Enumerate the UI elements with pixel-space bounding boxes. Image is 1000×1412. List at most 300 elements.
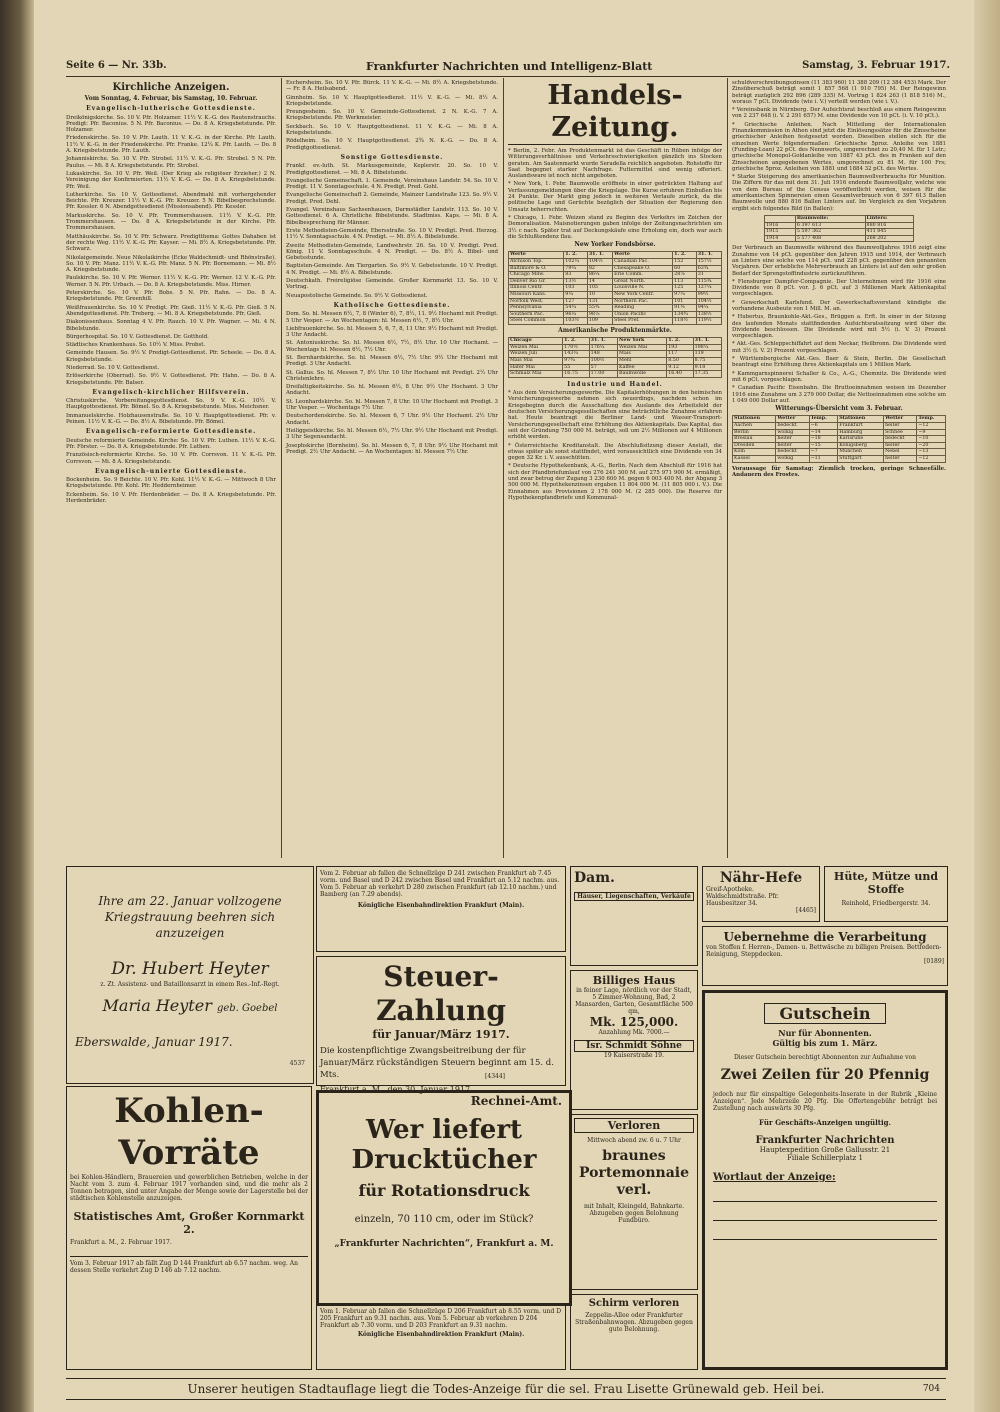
verarb-text: von Stoffen f. Herren-, Damen- u. Bettwäsche zu billigen Preisen. Bettfedern-Reinigung, Steppdecken. (706, 944, 942, 958)
table-cell: Baumwolle (618, 371, 667, 378)
huete-text: Reinhold, Friedbergerstr. 34. (841, 900, 931, 907)
table-cell: 55¾ (587, 305, 612, 312)
table-cell: Southern Pac. (509, 311, 564, 318)
list-entry: Rödelheim. So. 10 V. Hauptgottesdienst. 2¾ N. K.-G. — Do. 8 A. Predigtgottesdienst. (286, 138, 498, 151)
table-cell: −18 (809, 436, 838, 443)
section-industry: Industrie und Handel. (567, 380, 663, 388)
table-header-cell: 31. 1. (696, 252, 721, 259)
list-entry: Zweite Methodisten-Gemeinde, Landwehrstr. 26. So. 10 V. Predigt. Pred. König. 11 V. Sonntagsschule. 4 N. Predigt. — Do. 8½ A. Bibel- und Gebetsstunde. (286, 242, 498, 262)
druck-title: Wer liefert Drucktücher (351, 1115, 537, 1175)
list-entry: Paulskirche. So. 10 V. Pfr. Werner. 11½ V. K.-G. Pfr. Werner. 12 V. K.-G. Pfr. Werner. 5 N. Pfr. Urbach. — Do. 8 A. Kriegsbetstunde. Miss. Hirner. (66, 275, 276, 288)
table-cell: 127¼ (696, 285, 721, 292)
table-cell: Mais (618, 351, 667, 358)
table-cell: 138½ (696, 311, 721, 318)
wedding-text: Ihre am 22. Januar vollzogene Kriegstrauung beehren sich anzuzeigen (98, 894, 282, 940)
table-cell: 109 (587, 318, 612, 325)
druck-sig: „Frankfurter Nachrichten“, Frankfurt a. M. (334, 1239, 554, 1249)
table-cell: Baltimore & O. (509, 265, 564, 272)
table-cell: 99½ (696, 292, 721, 299)
verloren-text: Mittwoch abend zw. 6 u. 7 Uhr (587, 1137, 681, 1144)
table-cell: 131 (587, 298, 612, 305)
table-cell: Weizen Mai (618, 344, 667, 351)
kohlen-text: bei Kohlen-Händlern, Brauereien und gewerblichen Betrieben, welche in der Nacht vom 3. zum 4. Februar 1917 vorhanden sind, und die mehr als 2 Tonnen betragen, sind unter Angabe der Menge sowie der Lagerstelle bei der städtischen Kohlenstelle anzuzeigen. (70, 1174, 308, 1202)
table-cell: 97¼ (673, 292, 697, 299)
table-cell: Schmalz Mai (509, 371, 563, 378)
table-cell: Hafer Mai (509, 364, 563, 371)
header-page-number: Seite 6 — Nr. 33b. (66, 60, 167, 71)
list-entry: Diakonissenhaus. Sonntag 4 V. Pfr. Rauch. 10 V. Pfr. Wagner. — Mi. 4 N. Bibelstunde. (66, 319, 276, 332)
table-cell: 57 (589, 364, 617, 371)
table-row (509, 371, 722, 378)
wedding-groom: Dr. Hubert Heyter (111, 959, 269, 979)
wedding-place: Eberswalde, Januar 1917. (75, 1035, 233, 1049)
table-cell: 411 845 (865, 229, 913, 236)
handels-column (508, 80, 722, 860)
hefe-title: Nähr-Hefe (719, 870, 803, 886)
verloren-title: Verloren (574, 1118, 694, 1133)
column-rule (503, 78, 504, 858)
entries-lutheran (66, 115, 276, 386)
table-cell: Köln (733, 449, 776, 456)
table-cell: 14 (587, 278, 612, 285)
page-edge (974, 0, 1000, 1412)
table-cell: 55 (563, 364, 589, 371)
steuer-sub: für Januar/März 1917. (372, 1028, 510, 1041)
table-cell: Atchison Top. (509, 259, 564, 266)
table-cell: 104½ (696, 298, 721, 305)
table-row (509, 305, 722, 312)
table-row (509, 364, 722, 371)
header-date: Samstag, 3. Februar 1917. (802, 60, 950, 71)
news-canadian: * Canadian Pacific Eisenbahn. Die Bruttoeinnahmen weisen im Dezember 1916 eine Zunahme um 3 279 000 Dollar, die Nettoeinnahmen eine solche um 1 049 000 Dollar auf. (732, 385, 946, 404)
schirm-ad (570, 1294, 698, 1370)
table-cell: 103 (564, 285, 588, 292)
section-united: Evangelisch-unierte Gottesdienste. (95, 467, 247, 475)
kohlen-date: Frankfurt a. M., 2. Februar 1917. (70, 1239, 172, 1246)
gutschein-addr2: Filiale Schillerplatz 1 (787, 1154, 863, 1162)
table-header-cell: 1. 2. (673, 252, 697, 259)
list-entry: Bockenheim. So. 9 Beichte. 10 V. Pfr. Kohl. 11½ V. K.-G. — Mittwoch 8 Uhr Kriegsbetstunde. Pfr. Kohl. Pfr. Heddernheimer. (66, 477, 276, 490)
book-binding (0, 0, 34, 1412)
table-cell: Norfolk West. (509, 298, 564, 305)
table-cell: 9¼ (564, 292, 588, 299)
list-entry: Ginnheim. So. 10 V. Hauptgottesdienst. 11½ V. K.-G. — Mi. 8½ A. Kriegsbetstunde. (286, 94, 498, 107)
produce-title: Amerikanische Produktenmärkte. (558, 326, 672, 334)
steuer-text: Die kostenpflichtige Zwangsbeitreibung der für Januar/März rückständigen Steuern beginnt am 15. d. Mts. (320, 1046, 554, 1080)
table-cell: 170½ (563, 344, 589, 351)
page-header (66, 58, 950, 77)
produce-table (508, 337, 722, 378)
table-cell: −20 (917, 442, 946, 449)
list-entry: Nikolaigemeinde. Neue Nikolaikirche (Ecke Waldschmidt- und Rhönstraße). So. 10 V. Pfr. Manz. 11½ V. K.-G. Pfr. Manz. 5 N. Pfr. Bornemann. — Mi. 8½ A. Kriegsbetstunde. (66, 254, 276, 274)
table-header-cell: Wetter (776, 416, 809, 423)
verarb-title: Uebernehme die Verarbeitung (723, 930, 927, 944)
table-row (509, 272, 722, 279)
table-header-cell: Linters: (865, 215, 913, 222)
rail-1-text: Vom 2. Februar ab fallen die Schnellzüge D 241 zwischen Frankfurt ab 7.45 vorm. und Basel und D 242 zwischen Basel und Frankfurt an 5.12 nachm. aus. Vom 5. Februar ab verkehrt D 280 zwischen Frankfurt (ab 12.10 nachm.) und Bamberg (an 7.29 abends). (320, 870, 560, 898)
hefe-text: Greif-Apotheke. Waldschmidtstraße. Pfr. Hausbesitzer 34. (706, 886, 779, 907)
list-entry: Erste Methodisten-Gemeinde, Ebersstraße. So. 10 V. Predigt. Pred. Herzog. 11½ V. Sonntagsschule. 4 N. Predigt. — Mi. 8½ A. Bibelstunde. (286, 227, 498, 241)
table-cell: Union Pacific (613, 311, 673, 318)
table-header-cell: New York (618, 338, 667, 345)
gutschein-coupon[interactable] (702, 990, 948, 1370)
gutschein-line-2[interactable] (713, 1202, 937, 1221)
news-greek-loans: * Griechische Anleihen. Nach Mitteilung der Internationalen Finanzkommission in Athen sind jetzt die Einlösungssätze für die Zinsscheine griechischer Anleihen festgesetzt worden. Dieselben stellen sich für die einzelnen Werte folgendermaßen: Griechische 5proz. Anleihe von 1881 (Funding-Loan) 22 pCt. des Nennwerts, umgerechnet zu 20,40 M. für 1 Lstr.; griechische Monopol-Goldanleihe von 1887 43 pCt. des in Franken auf den Zinsscheinen angegebenen Wertes, umgerechnet zu 81 M. für 100 Frs; griechische 5proz. Anleihen von 1881 und 1884 32 pCt. des Wertes. (732, 121, 946, 172)
gutschein-note: jedoch nur für einspaltige Gelegenheits-Inserate in der Rubrik „Kleine Anzeigen“. Jede Mehrzeile 20 Pfg. Die Offertengebühr beträgt bei Zustellung nach auswärts 30 Pfg. (713, 1091, 937, 1112)
table-cell: Reading (613, 305, 673, 312)
table-cell: bedeckt (776, 449, 809, 456)
table-cell: 28⅞ (673, 272, 697, 279)
table-cell: 193 (667, 344, 693, 351)
list-entry: Liebfrauenkirche. So. hl. Messen 5, 6, 7, 8, 11 Uhr. 9½ Hochamt mit Predigt. 3 Uhr Andacht. (286, 325, 498, 339)
kohlen-office: Statistisches Amt, Großer Kornmarkt 2. (73, 1210, 305, 1236)
table-row (509, 292, 722, 299)
table-cell: 83 (564, 272, 588, 279)
schirm-title: Schirm verloren (588, 1298, 680, 1309)
huete-ad (824, 866, 948, 922)
table-cell: Northern Pac. (613, 298, 673, 305)
list-entry: Bürgerhospital. So. 10 V. Gottesdienst. Dr. Gotthold. (66, 333, 209, 340)
table-row (509, 351, 722, 358)
gutschein-form-label: Wortlaut der Anzeige: (713, 1172, 836, 1183)
dam-title: Dam. (574, 870, 615, 886)
news-karlsfund: * Gewerkschaft Karlsfund. Der Gewerkschaftsvorstand kündigte die vorhandene Ausbeute von 1 Mill. M. an. (732, 299, 946, 312)
rail-2-sig: Königliche Eisenbahndirektion Frankfurt (Main). (357, 1331, 525, 1338)
verarbeitung-ad (702, 926, 948, 986)
table-cell: Weizen Mai (509, 344, 563, 351)
table-cell: Mehl (618, 358, 667, 365)
table-cell: 119½ (696, 318, 721, 325)
section-catholic: Katholische Gottesdienste. (333, 301, 451, 309)
gutschein-sub: Nur für Abonnenten. (778, 1028, 872, 1038)
list-entry: Christuskirche. Vorbereitungsgottesdienst. So. 9 V. K.-G. 10½ V. Hauptgottesdienst. Pfr. Bömel. So. 8 A. Kriegsbetstunde. Miss. Meichsner. (66, 398, 276, 411)
table-cell: 86¼ (587, 272, 612, 279)
footer-text: Unserer heutigen Stadtauflage liegt die Todes-Anzeige für die sel. Frau Lisette Grünewald geb. Heil bei. (187, 1382, 825, 1396)
list-entry: Dom. So. hl. Messen 6½, 7, 8 (Winter 6), 7, 8½, 11. 9½ Hochamt mit Predigt. 5 Uhr Vesper. — An Wochentagen: hl. Messen 6½, 7, 8½ Uhr. (286, 311, 498, 324)
handels-newyork: * New York, 1. Febr. Baumwolle eröffnete in einer gedrückten Haltung auf Verfassungsmeldungen über die Kriegslage. Die Kurse erfuhren Einbußen bis 24 Punkte. Der Markt ging jedoch in weiteren Verlaufe zurück, da die politische Lage und Gerüchte bezüglich der Situation der Regierung den Umsatz beherrschten. (508, 181, 722, 213)
column-rule (281, 78, 282, 858)
table-cell: 82 (587, 265, 612, 272)
table-header-cell: 1. 2. (563, 338, 589, 345)
table-header-cell: Werte (509, 252, 564, 259)
table-cell: 5 597 362 (795, 229, 865, 236)
list-entry: Niederrad. So. 10 V. Gottesdienst. (66, 364, 160, 371)
haus-agent: Isr. Schmidt Söhne (574, 1040, 694, 1052)
wedding-bride: Maria Heyter (102, 996, 212, 1015)
table-cell: Mais Mai (509, 358, 563, 365)
entries-suburbs (286, 80, 498, 151)
table-cell: 94¼ (696, 305, 721, 312)
table-cell: −6 (809, 423, 838, 430)
huete-title: Hüte, Mütze und Stoffe (833, 870, 939, 896)
steuer-ref: [4344] (485, 1073, 505, 1080)
list-entry: Evangelische Gemeinschaft 2. Gemeinde, Mainzer Landstraße 123. So. 9½ V. Predigt. Pred. Dehl. (286, 192, 498, 205)
table-cell: heiter (884, 456, 917, 463)
gutschein-note2: Für Geschäfts-Anzeigen ungültig. (759, 1118, 891, 1127)
list-entry: Lutherkirche. So. 10 V. Gottesdienst. Abendmahl mit vorhergehender Beichte. Pfr. Kreuzer. 11½ V. K.-G. Pfr. Kreuzer. 5 N. Bibelbesprechstunde. Pfr. Kessler. 6 N. Abendgottesdienst (Missionsabend). Pfr. Kessler. (66, 191, 276, 211)
table-cell: 63¾ (696, 265, 721, 272)
table-cell: Breslau (733, 436, 776, 443)
list-entry: Evangelische Gemeinschaft. 1. Gemeinde, Vereinshaus Landstr. 54. So. 10 V. Predigt. 11 V. Sonntagsschule. 4 N. Predigt. Pred. Gohl. (286, 177, 498, 191)
table-cell: 127 (564, 298, 588, 305)
list-entry: Gemeinde Hausen. So. 9½ V. Predigt-Gottesdienst. Pfr. Scheele. — Do. 8 A. Kriegsbetstunde. (66, 350, 276, 363)
table-row (733, 423, 946, 430)
table-cell: 113 (673, 278, 697, 285)
verloren-detail: mit Inhalt, Kleingeld, Bahnkarte. Abzugeben gegen Belohnung Fundbüro. (583, 1203, 685, 1224)
table-cell: Missouri Kans. (509, 292, 564, 299)
table-header-cell: 1. 2. (667, 338, 693, 345)
nyse-table (508, 251, 722, 325)
table-cell: 198¼ (693, 344, 721, 351)
list-entry: Weißfrauenkirche. So. 10 V. Predigt. Pfr. Gieß. 11½ V. K.-G. Pfr. Gieß. 5 N. Abendgottesdienst. Pfr. Treberg. — Mi. 8 A. Kriegsbetstunde. Pfr. Gieß. (66, 304, 276, 317)
entries-catholic (286, 311, 498, 455)
list-entry: Evangel. Vereinshaus Sachsenhausen, Darmstädter Landstr. 113. So. 10 V. Gottesdienst. 6 A. Christliche Bibelstunde. Stadtmiss. Kaps. — Mi. 8 A. Bibelbesprechung für Männer. (286, 207, 498, 226)
table-cell: 176¼ (589, 344, 617, 351)
table-cell: −14 (809, 429, 838, 436)
news-vereinsbank: * Vereinsbank in Nürnberg. Der Aufsichtsrat beschloß aus einem Reingewinn von 2 237 648 (i. V. 2 291 657) M. eine Dividende von 10 pCt. (i. V. 10 pCt.). (732, 107, 946, 120)
table-cell: 16.40 (667, 371, 693, 378)
entries-united (66, 477, 276, 504)
list-entry: Markuskirche. So. 10 V. Pfr. Trommershausen. 11½ V. K.-G. Pfr. Trommershausen. — Do. 8 A. Kriegsbetstunde in der Kirche. Pfr. Trommershausen. (66, 212, 276, 232)
industry-kreditanstalt: * Österreichische Kreditanstalt. Die Abschlußsitzung dieser Anstalt, die etwas später als sonst stattfindet, wird voraussichtlich eine Dividende von 34 gegen 32 Kr. i. V. ausschütten. (508, 442, 722, 462)
table-cell: Frankfurt (838, 423, 884, 430)
list-entry: St. Bernhardskirche. So. hl. Messen 6½, 7½ Uhr. 9½ Uhr Hochamt mit Predigt. 3 Uhr Andacht. (286, 354, 498, 368)
table-row (509, 311, 722, 318)
table-cell: 60 (673, 265, 697, 272)
table-cell: 31 (696, 272, 721, 279)
table-row (733, 436, 946, 443)
druck-sub: für Rotationsdruck (358, 1181, 530, 1200)
table-cell: 9.12 (667, 364, 693, 371)
list-entry: Lukaskirche. So. 10 V. Pfr. Weil. (Der Krieg als religiöser Erzieher.) 2 N. Vereinigung der Konfirmierten. 11½ V. K.-G. — Do. 8 A. Kriegsbetstunde. Pfr. Weil. (66, 170, 276, 190)
table-cell: Weizen Juli (509, 351, 563, 358)
nyse-title: New Yorker Fondsbörse. (574, 241, 656, 249)
table-cell: Berlin (733, 429, 776, 436)
immobilien-ad (570, 866, 698, 966)
table-cell: Denver Rio Gr. (509, 278, 564, 285)
list-entry: Dreifaltigkeitskirche. So. hl. Messen 6½, 8 Uhr. 9½ Uhr Hochamt. 3 Uhr Andacht. (286, 384, 498, 397)
handels-berlin: * Berlin, 2. Febr. Am Produktenmarkt ist das Geschäft in Rüben infolge der Witterungsverhältnisse und Verkehrsschwierigkeiten gänzlich ins Stocken geraten. Am Saatenmarkt wurde Seradella reichlich angeboten. Rohstoffe für Saat begegnet starker Nachfrage. Futtermittel sind wenig offeriert. Auslandsware ist noch nicht angeboten. (508, 148, 722, 180)
table-cell: 125 (673, 285, 697, 292)
table-cell: Erie Comm. (613, 272, 673, 279)
news-hypothek-cont: schuldverschreibungszinsen (11 383 960) 11 388 209 (12 384 453) Mark. Der Zinsüberschuß beträgt somit 1 857 568 (1 910 795) M. Der Reingewinn beträgt zuzüglich 292 896 (289 335) M. Vortrag 1 824 263 (1 818 516) M., woraus 7 pCt. Dividende (wie i. V.) verteilt werden (wie i. V.). (732, 80, 946, 105)
table-row (509, 358, 722, 365)
header-masthead: Frankfurter Nachrichten und Intelligenz-Blatt (366, 60, 653, 73)
steuer-date: Frankfurt a. M., den 30. Januar 1917. (320, 1085, 473, 1094)
table-cell: 1915 (765, 229, 796, 236)
list-entry: Eschersheim. So. 10 V. Pfr. Bürck. 11 V. K.-G. — Mi. 8½ A. Kriegsbetstunde. — Fr. 8 A. Heilsabend. (286, 80, 498, 93)
table-cell: 8.75 (693, 358, 721, 365)
table-row (509, 344, 722, 351)
table-cell: 10 (587, 292, 612, 299)
handels-title: Handels-Zeitung. (508, 80, 722, 145)
table-cell: 157½ (696, 259, 721, 266)
table-header-cell: 31. 1. (587, 252, 612, 259)
table-row (733, 456, 946, 463)
entries-reformed (66, 438, 276, 465)
table-row (733, 449, 946, 456)
table-cell: 16.75 (563, 371, 589, 378)
table-cell: Chesapeake O. (613, 265, 673, 272)
table-cell: heiter (776, 436, 809, 443)
table-cell: 101 (673, 298, 697, 305)
wedding-ref: 4537 (289, 1060, 305, 1067)
handels-chicago: * Chicago, 1. Febr. Weizen stand zu Beginn des Verkehrs im Zeichen der Demoralisation. Maisnotierungen gaben infolge der Zeitungsnachrichten um 3½ c nach. Später trat auf Deckungskäufe eine Erholung ein, doch war auch die Schlußtendenz flau. (508, 214, 722, 240)
table-row (733, 442, 946, 449)
table-cell: heiter (884, 423, 917, 430)
table-cell: 103½ (564, 318, 588, 325)
table-row (509, 259, 722, 266)
table-cell: München (838, 449, 884, 456)
table-cell: −15 (809, 442, 838, 449)
list-entry: St. Leonhardskirche. So. hl. Messen 7, 8 Uhr. 10 Uhr Hochamt mit Predigt. 3 Uhr Vesper. — Wochentags 7½ Uhr. (286, 398, 498, 412)
table-cell: Canadian Pac. (613, 259, 673, 266)
table-cell: 104½ (587, 259, 612, 266)
list-entry: Deutschordenskirche. So. hl. Messen 6, 7 Uhr. 9½ Uhr Hochamt. 2½ Uhr Andacht. (286, 413, 498, 426)
table-cell: Steel Pref. (613, 318, 673, 325)
kohlen-ad (66, 1086, 312, 1370)
list-entry: St. Gallus. So. hl. Messen 7, 8½ Uhr. 10 Uhr Hochamt mit Predigt. 2½ Uhr Christenlehre. (286, 369, 498, 382)
table-header-row (509, 252, 722, 259)
table-cell: bedeckt (884, 436, 917, 443)
table-cell: 96¼ (564, 311, 588, 318)
table-cell: heiter (776, 442, 809, 449)
table-row (509, 285, 722, 292)
table-header-cell: Temp. (809, 416, 838, 423)
rail-2-text: Vom 1. Februar ab fallen die Schnellzüge D 206 Frankfurt ab 8.55 vorm. und D 205 Frankfurt an 9.31 nachm. aus. Vom 5. Februar ab verkehren D 204 Frankfurt ab 7.30 vorm. und D 203 Frankfurt an 9.31 nachm. (320, 1308, 562, 1329)
section-other: Sonstige Gottesdienste. (340, 153, 444, 161)
church-title: Kirchliche Anzeigen. (112, 82, 230, 93)
table-cell: heiter (884, 442, 917, 449)
schirm-text: Zeppelin-Allee oder Frankfurter Straßenbahnwagen. Abzugeben gegen gute Belohnung. (575, 1312, 693, 1333)
list-entry: Immanuelskirche. Holzhausenstraße. So. 10 V. Hauptgottesdienst. Pfr. v. Peinen. 11½ V. K.-G. — Do. 8½ A. Bibelstunde. Pfr. Bömel. (66, 412, 276, 426)
news-baer-stein: * Württembergische Akt.-Ges. Baer & Stein, Berlin. Die Gesellschaft beantragt eine Erhöhung ihres Aktienkapitals um 1 Million Mark. (732, 356, 946, 369)
table-row (509, 318, 722, 325)
list-entry: Eckenheim. So. 10 V. Pfr. Herdenbräder. — Do. 8 A. Kriegsbetstunde. Pfr. Herdenbräder. (66, 491, 276, 505)
table-header-cell (765, 215, 796, 222)
table-cell: Pennsylvania (509, 305, 564, 312)
steuer-ad (316, 956, 566, 1108)
haus-text: in feiner Lage, nördlich vor der Stadt, 5 Zimmer-Wohnung, Bad, 2 Mansarden, Garten, Gesamtfläche 500 qm, (575, 987, 693, 1015)
table-cell: 6 397 613 (795, 222, 865, 229)
table-cell: wolkig (776, 456, 809, 463)
list-entry: Deutsche reformierte Gemeinde. Kirche: So. 10 V. Pfr. Luthen. 11½ V. K.-G. Pfr. Förster. — Do. 8 A. Kriegsbetstunde. Pfr. Luthen. (66, 437, 276, 450)
table-cell: Kaffee (618, 364, 667, 371)
column-rule (727, 78, 728, 858)
rail-ad-1 (316, 866, 566, 952)
table-cell: 118½ (673, 318, 697, 325)
table-cell: Hamburg (838, 429, 884, 436)
table-header-cell: Baumwolle: (795, 215, 865, 222)
table-header-row (733, 416, 946, 423)
table-cell: Louisville N. (613, 285, 673, 292)
news-neckar: * Akt.-Ges. Schleppschiffahrt auf dem Neckar, Heilbronn. Die Dividende wird mit 3½ (i. V. 2) Prozent vorgeschlagen. (732, 341, 946, 354)
table-header-cell: Temp. (917, 416, 946, 423)
table-row (733, 429, 946, 436)
news-hubertus: * Hubertus, Braunkohle-Akt.-Ges., Brüggen a. Erft. In einer in der Sitzung des laufenden Monats stattfindenden Aufsichtsratssitzung wird über die Dividende beschlossen. Die Dividende wird mit 5½ (i. V. 3) Prozent vorgeschlagen. (732, 314, 946, 340)
table-cell: −11 (809, 456, 838, 463)
table-header-cell: 31. 1. (589, 338, 617, 345)
verloren-big: braunes Portemonnaie verl. (578, 1148, 690, 1198)
table-header-cell: 1. 2. (564, 252, 588, 259)
table-row (509, 278, 722, 285)
dam-text: Häuser, Liegenschaften, Verkäufe (574, 892, 694, 901)
entries-other (286, 163, 498, 299)
table-cell: 8.50 (667, 358, 693, 365)
rail-1-sig: Königliche Eisenbahndirektion Frankfurt (Main). (357, 902, 525, 909)
table-cell: Stuttgart (838, 456, 884, 463)
haus-title: Billiges Haus (592, 974, 676, 987)
gutschein-line-1[interactable] (713, 1183, 937, 1202)
table-header-cell: Werte (613, 252, 673, 259)
table-cell: 268 202 (865, 235, 913, 242)
rail-ad-2 (316, 1304, 566, 1370)
table-row (509, 298, 722, 305)
table-header-cell: Wetter (884, 416, 917, 423)
table-cell: 100½ (589, 358, 617, 365)
table-cell: Karlsruhe (838, 436, 884, 443)
list-entry: Josephskirche (Bornheim). So. hl. Messen 6, 7, 8 Uhr. 9½ Uhr Hochamt mit Predigt. 2½ Uhr Andacht. — An Wochentagen: hl. Messen 7½ Uhr. (286, 442, 498, 455)
list-entry: Seckbach. So. 10 V. Hauptgottesdienst. 11 V. K.-G. — Mi. 8 A. Kriegsbetstunde. (286, 123, 498, 137)
list-entry: Französisch-reformierte Kirche. So. 10 V. Pfr. Corrsvon. 11 V. K.-G. Pfr. Corrsvon. — Mi. 8 A. Kriegsbetstunde. (66, 452, 276, 465)
table-cell: wolkig (776, 429, 809, 436)
table-cell: 13½ (564, 278, 588, 285)
list-entry: Peterskirche. So. 10 V. Pfr. Bobs. 5 N. Pfr. Rahn. — Do. 8 A. Kriegsbetstunde. Pfr. Greenhill. (66, 290, 276, 303)
table-header-cell: Stationen (733, 416, 776, 423)
table-cell: 97¾ (563, 358, 589, 365)
verarb-ref: [0189] (924, 958, 944, 965)
haus-ad (570, 970, 698, 1110)
list-entry: Preungesheim. So. 10 V. Gemeinde-Gottesdienst. 2 N. K.-G. 7 A. Kriegsbetstunde. Pfr. Werkmeister. (286, 109, 498, 122)
table-cell: 1916 (765, 222, 796, 229)
wedding-bride-maiden: geb. Goebel (216, 1003, 278, 1014)
gutschein-offer: Zwei Zeilen für 20 Pfennig (720, 1067, 930, 1083)
wedding-ad (66, 866, 314, 1084)
gutschein-valid: Gültig bis zum 1. März. (772, 1038, 878, 1048)
hefe-ad (702, 866, 820, 922)
table-cell: 54¼ (564, 305, 588, 312)
industry-insurance: * Aus dem Versicherungsgewerbe. Die Kapitalerhöhungen in den heimischen Versicherungsgewerbe nehmen sich neuerdings, nachdem schon im Kriegsbeginn durch die Ausschaltung des Auslands des Arbeitsfeld der deutschen Versicherungsgesellschaften eine beträchtliche Zunahme erfahren hat. Heute beantragt die Berliner Land- und Wasser-Transport-Versicherungsgesellschaft eine Erhöhung des Aktienkapitals. Das Kapital, das seit der Gründung 750 000 M. beträgt, soll um 2½ Millionen auf 4 Millionen erhöht werden. (508, 390, 722, 441)
haus-addr: 19 Kaiserstraße 19. (604, 1052, 664, 1059)
table-cell: 115¾ (696, 278, 721, 285)
druck-line: einzeln, 70 110 cm, oder im Stück? (354, 1214, 534, 1225)
table-cell: Great North. (613, 278, 673, 285)
news-cotton-2: Der Verbrauch an Baumwolle während des Baumwolljahres 1916 zeigt eine Zunahme von 14 pCt. gegenüber den Jahren 1915 und 1914, der Verbrauch an Linters eine solche von 114 pCt. und 228 pCt. gegenüber den genannten Vorjahren. Der erhebliche Mehrverbrauch an Linters ist auf den sehr großen Bedarf der Sprengstoffindustrie zurückzuführen. (732, 245, 946, 277)
gutschein-line-3[interactable] (713, 1221, 937, 1240)
table-cell: 152 (673, 259, 697, 266)
church-column-1 (66, 80, 276, 860)
table-cell: 148 (589, 351, 617, 358)
entries-hilfsverein (66, 398, 276, 425)
table-row (765, 229, 914, 236)
table-cell: 9.18 (693, 364, 721, 371)
table-cell: 79¼ (564, 265, 588, 272)
table-header-cell: Chicago (509, 338, 563, 345)
church-column-2 (286, 80, 498, 860)
table-header-row (765, 215, 914, 222)
table-cell: −13 (917, 449, 946, 456)
table-cell: Illinois Centr. (509, 285, 564, 292)
table-cell: bedeckt (776, 423, 809, 430)
kohlen-rail-note: Vom 3. Februar 1917 ab fällt Zug D 144 Frankfurt ab 6.57 nachm. weg. An dessen Stelle verkehrt Zug D 146 ab 7.12 nachm. (70, 1256, 308, 1274)
list-entry: Dreikönigskirche. So. 10 V. Pfr. Holzamer. 11½ V. K.-G. des Rautenstrauchs. Predigt: Pfr. Baconius. 5 N. Pfr. Baconius. — Do. 8 A. Kriegsbetstunde. Pfr. Holzamer. (66, 114, 276, 134)
list-entry: Städtisches Krankenhaus. So. 10½ V. Miss. Probst. (66, 342, 206, 349)
table-row (509, 265, 722, 272)
table-cell: −9 (917, 429, 946, 436)
section-reformed: Evangelisch-reformierte Gottesdienste. (85, 428, 257, 436)
table-cell: New York Centr. (613, 292, 673, 299)
list-entry: Heiliggeistkirche. So. hl. Messen 6½, 7½ Uhr. 9½ Uhr Hochamt mit Predigt. 3 Uhr Segensandacht. (286, 427, 498, 441)
